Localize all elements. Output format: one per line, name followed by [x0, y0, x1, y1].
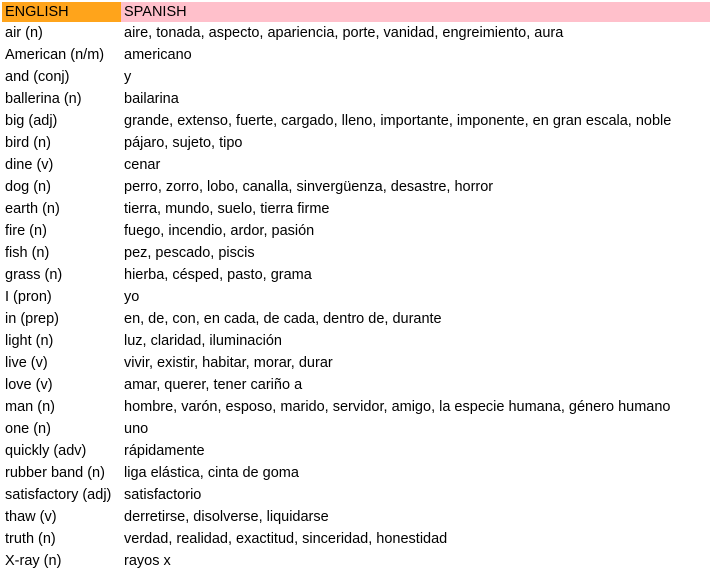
spanish-translation-cell[interactable]: aire, tonada, aspecto, apariencia, porte, vanidad, engreimiento, aura	[124, 25, 564, 41]
spanish-translation-cell[interactable]: derretirse, disolverse, liquidarse	[124, 509, 329, 525]
spanish-translation-cell[interactable]: luz, claridad, iluminación	[124, 333, 282, 349]
english-term-cell[interactable]: in (prep)	[5, 311, 59, 327]
spanish-translation-cell[interactable]: pájaro, sujeto, tipo	[124, 135, 243, 151]
english-term-cell[interactable]: love (v)	[5, 377, 53, 393]
english-term-cell[interactable]: thaw (v)	[5, 509, 57, 525]
table-row	[2, 110, 710, 132]
header-row	[2, 2, 710, 22]
spanish-translation-cell[interactable]: rápidamente	[124, 443, 205, 459]
table-row	[2, 418, 710, 440]
spanish-translation-cell[interactable]: en, de, con, en cada, de cada, dentro de, durante	[124, 311, 442, 327]
english-term-cell[interactable]: I (pron)	[5, 289, 52, 305]
spanish-translation-cell[interactable]: vivir, existir, habitar, morar, durar	[124, 355, 333, 371]
table-row	[2, 44, 710, 66]
table-row	[2, 220, 710, 242]
spanish-translation-cell[interactable]: americano	[124, 47, 192, 63]
spanish-translation-cell[interactable]: amar, querer, tener cariño a	[124, 377, 303, 393]
table-row	[2, 352, 710, 374]
english-term-cell[interactable]: fire (n)	[5, 223, 47, 239]
spanish-translation-cell[interactable]: fuego, incendio, ardor, pasión	[124, 223, 315, 239]
table-row	[2, 286, 710, 308]
table-row	[2, 176, 710, 198]
table-row	[2, 440, 710, 462]
spanish-translation-cell[interactable]: cenar	[124, 157, 161, 173]
spanish-translation-cell[interactable]: liga elástica, cinta de goma	[124, 465, 299, 481]
english-term-cell[interactable]: one (n)	[5, 421, 51, 437]
english-column-header[interactable]: ENGLISH	[2, 2, 121, 22]
english-term-cell[interactable]: and (conj)	[5, 69, 70, 85]
table-row	[2, 484, 710, 506]
english-term-cell[interactable]: bird (n)	[5, 135, 51, 151]
spanish-column-header[interactable]: SPANISH	[121, 2, 710, 22]
spanish-translation-cell[interactable]: uno	[124, 421, 149, 437]
table-row	[2, 506, 710, 528]
spanish-translation-cell[interactable]: tierra, mundo, suelo, tierra firme	[124, 201, 330, 217]
table-row	[2, 396, 710, 418]
table-row	[2, 330, 710, 352]
english-term-cell[interactable]: satisfactory (adj)	[5, 487, 112, 503]
english-term-cell[interactable]: X-ray (n)	[5, 553, 62, 569]
english-term-cell[interactable]: fish (n)	[5, 245, 50, 261]
table-row	[2, 550, 710, 572]
english-term-cell[interactable]: live (v)	[5, 355, 48, 371]
table-row	[2, 22, 710, 44]
english-term-cell[interactable]: rubber band (n)	[5, 465, 105, 481]
english-term-cell[interactable]: light (n)	[5, 333, 54, 349]
table-row	[2, 88, 710, 110]
english-term-cell[interactable]: truth (n)	[5, 531, 56, 547]
table-row	[2, 66, 710, 88]
english-term-cell[interactable]: ballerina (n)	[5, 91, 82, 107]
english-term-cell[interactable]: air (n)	[5, 25, 43, 41]
english-term-cell[interactable]: big (adj)	[5, 113, 58, 129]
spanish-translation-cell[interactable]: y	[124, 69, 132, 85]
spanish-translation-cell[interactable]: hombre, varón, esposo, marido, servidor, amigo, la especie humana, género humano	[124, 399, 671, 415]
spanish-translation-cell[interactable]: yo	[124, 289, 140, 305]
spanish-translation-cell[interactable]: perro, zorro, lobo, canalla, sinvergüenza, desastre, horror	[124, 179, 494, 195]
english-term-cell[interactable]: grass (n)	[5, 267, 63, 283]
dictionary-rows	[2, 22, 710, 572]
spanish-translation-cell[interactable]: hierba, césped, pasto, grama	[124, 267, 312, 283]
english-term-cell[interactable]: quickly (adv)	[5, 443, 87, 459]
english-term-cell[interactable]: dog (n)	[5, 179, 51, 195]
spanish-translation-cell[interactable]: satisfactorio	[124, 487, 202, 503]
dictionary-sheet	[2, 2, 710, 572]
table-row	[2, 242, 710, 264]
table-row	[2, 154, 710, 176]
table-row	[2, 308, 710, 330]
english-term-cell[interactable]: dine (v)	[5, 157, 54, 173]
table-row	[2, 264, 710, 286]
spanish-translation-cell[interactable]: grande, extenso, fuerte, cargado, lleno, importante, imponente, en gran escala, noble	[124, 113, 672, 129]
english-term-cell[interactable]: man (n)	[5, 399, 55, 415]
spanish-translation-cell[interactable]: bailarina	[124, 91, 179, 107]
spanish-translation-cell[interactable]: rayos x	[124, 553, 171, 569]
spanish-translation-cell[interactable]: verdad, realidad, exactitud, sinceridad, honestidad	[124, 531, 448, 547]
table-row	[2, 462, 710, 484]
english-term-cell[interactable]: earth (n)	[5, 201, 60, 217]
table-row	[2, 132, 710, 154]
dictionary-table	[2, 2, 710, 572]
table-row	[2, 198, 710, 220]
table-row	[2, 528, 710, 550]
table-row	[2, 374, 710, 396]
english-term-cell[interactable]: American (n/m)	[5, 47, 105, 63]
spanish-translation-cell[interactable]: pez, pescado, piscis	[124, 245, 255, 261]
